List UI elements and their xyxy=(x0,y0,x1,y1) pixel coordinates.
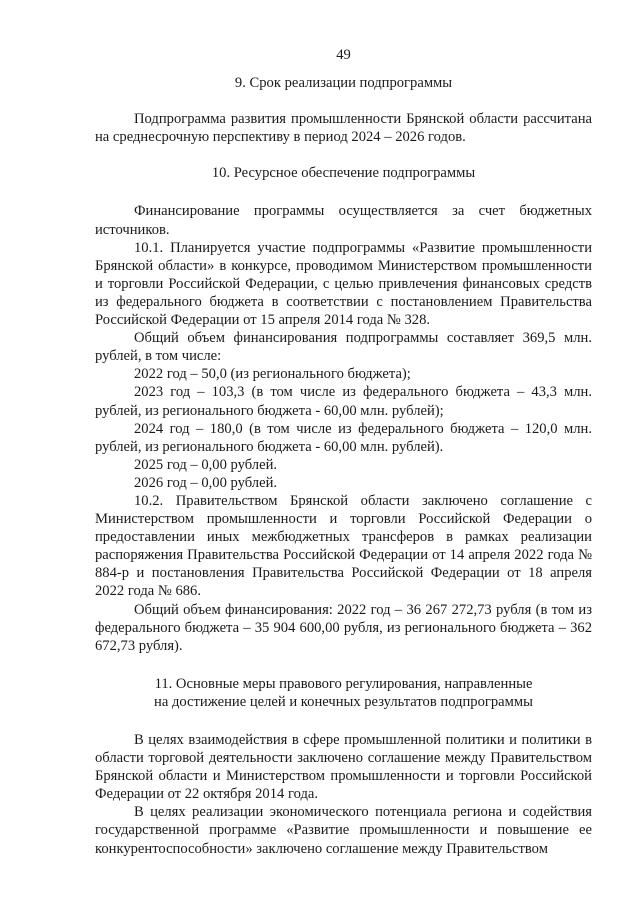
section-10 xyxy=(95,164,592,654)
funding-year-2026: 2026 год – 0,00 рублей. xyxy=(134,474,278,491)
section-9-title: 9. Срок реализации подпрограммы xyxy=(234,75,453,92)
section-11 xyxy=(95,675,592,858)
section-10-paragraph-1: Финансирование программы осуществляется за счет бюджетных источников. xyxy=(95,203,592,238)
funding-year-2023: 2023 год – 103,3 (в том числе из федерального бюджета – 43,3 млн. рублей, из регионального бюджета - 60,00 млн. рублей); xyxy=(95,384,592,419)
section-9-text: Подпрограмма развития промышленности Брянской области рассчитана на среднесрочную перспективу в период 2024 – 2026 годов. xyxy=(95,111,592,146)
funding-year-2024: 2024 год – 180,0 (в том числе из федерального бюджета – 120,0 млн. рублей, из регионального бюджета - 60,00 млн. рублей). xyxy=(95,420,592,455)
section-9 xyxy=(95,74,592,146)
page-number: 49 xyxy=(336,47,351,63)
section-10-title: 10. Ресурсное обеспечение подпрограммы xyxy=(211,165,476,182)
section-11-paragraph-2: В целях реализации экономического потенциала региона и содействия государственной программе «Развитие промышленности и повышение ее конкурентоспособности» заключено соглашение между Правительством xyxy=(95,804,592,857)
funding-year-2022: 2022 год – 50,0 (из регионального бюджета); xyxy=(134,366,411,383)
section-10-2-funding: Общий объем финансирования: 2022 год – 36 267 272,73 рубля (в том из федерального бюджета – 35 904 600,00 рубля, из регионального бюджета – 362 672,73 рубля). xyxy=(95,601,592,654)
section-11-paragraph-1: В целях взаимодействия в сфере промышленной политики и политики в области торговой деятельности заключено соглашение между Правительством Брянской области и Министерством промышленности и торговли Российской Федерации от 22 октября 2014 года. xyxy=(95,732,592,803)
section-11-title-line-2: на достижение целей и конечных результатов подпрограммы xyxy=(154,693,533,710)
funding-year-2025: 2025 год – 0,00 рублей. xyxy=(134,456,278,473)
section-10-1-paragraph: 10.1. Планируется участие подпрограммы «Развитие промышленности Брянской области» в конкурсе, проводимом Министерством промышленности и торговли Российской Федерации, с целью привлечения финансовых средств из федерального бюджета в соответствии с постановлением Правительства Российской Федерации от 15 апреля 2014 года № 328. xyxy=(95,239,592,329)
section-10-2-paragraph: 10.2. Правительством Брянской области заключено соглашение с Министерством промышленности и торговли Российской Федерации о предоставлении иных межбюджетных трансферов в рамках реализации распоряжения Правительства Российской Федерации от 14 апреля 2022 года № 884-р и постановления Правительства Российской Федерации от 18 апреля 2022 года № 686. xyxy=(95,492,592,600)
section-11-title-line-1: 11. Основные меры правового регулирования, направленные xyxy=(154,675,533,692)
section-10-total-funding: Общий объем финансирования подпрограммы составляет 369,5 млн. рублей, в том числе: xyxy=(95,330,592,365)
